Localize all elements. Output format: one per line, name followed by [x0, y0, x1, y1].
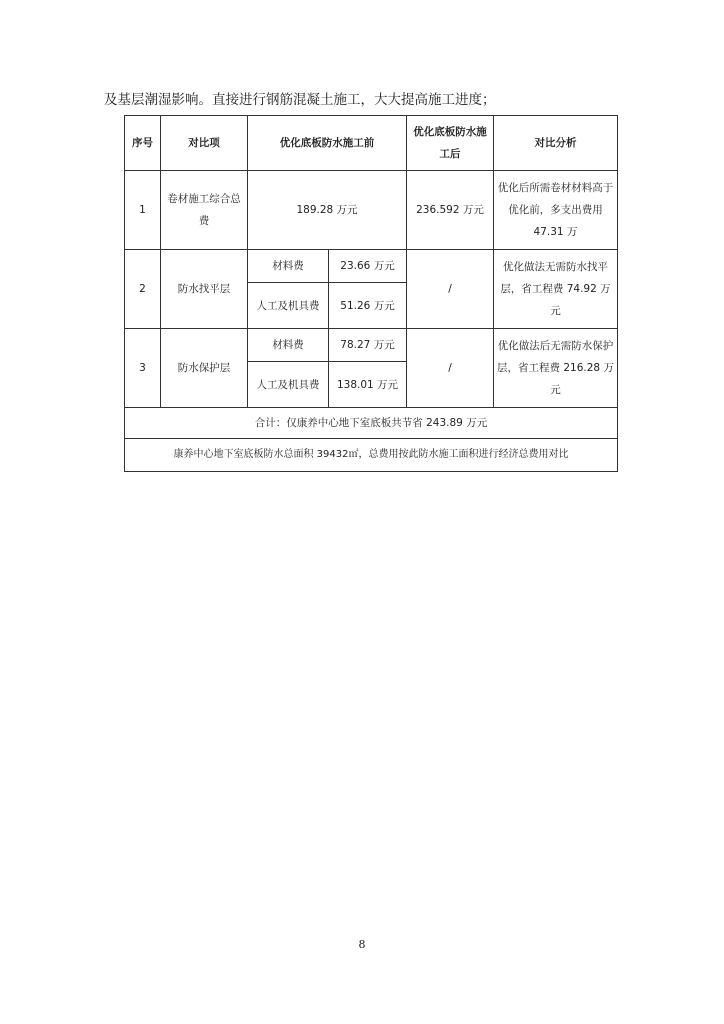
- note-text: 康养中心地下室底板防水总面积 39432㎡，总费用按此防水施工面积进行经济总费用对比: [125, 439, 618, 472]
- row-no: 1: [125, 171, 161, 250]
- row-analysis: 优化做法无需防水找平层，省工程费 74.92 万元: [494, 250, 618, 329]
- table-note-row: [125, 439, 618, 472]
- sub-label: 人工及机具费: [248, 362, 329, 408]
- intro-paragraph: 及基层潮湿影响。直接进行钢筋混凝土施工，大大提高施工进度；: [104, 92, 496, 108]
- table-header-row: [125, 116, 618, 171]
- sub-value: 138.01 万元: [329, 362, 407, 408]
- header-item: 对比项: [161, 116, 248, 171]
- cost-comparison-table: [124, 115, 618, 472]
- total-text: 合计：仅康养中心地下室底板共节省 243.89 万元: [125, 408, 618, 439]
- row-after: /: [407, 250, 494, 329]
- table-total-row: [125, 408, 618, 439]
- header-before: 优化底板防水施工前: [248, 116, 407, 171]
- page-number: 8: [358, 938, 366, 951]
- row-analysis: 优化做法后无需防水保护层，省工程费 216.28 万元: [494, 329, 618, 408]
- sub-label: 材料费: [248, 329, 329, 362]
- table-row: [125, 329, 618, 362]
- row-before: 189.28 万元: [248, 171, 407, 250]
- sub-label: 材料费: [248, 250, 329, 283]
- row-item: 防水保护层: [161, 329, 248, 408]
- header-no: 序号: [125, 116, 161, 171]
- table-row: [125, 250, 618, 283]
- row-item: 卷材施工综合总费: [161, 171, 248, 250]
- sub-value: 78.27 万元: [329, 329, 407, 362]
- sub-label: 人工及机具费: [248, 283, 329, 329]
- header-after: 优化底板防水施工后: [407, 116, 494, 171]
- row-item: 防水找平层: [161, 250, 248, 329]
- row-analysis: 优化后所需卷材材料高于优化前，多支出费用47.31 万: [494, 171, 618, 250]
- header-analysis: 对比分析: [494, 116, 618, 171]
- row-after: /: [407, 329, 494, 408]
- table-row: [125, 171, 618, 250]
- row-no: 2: [125, 250, 161, 329]
- row-no: 3: [125, 329, 161, 408]
- sub-value: 51.26 万元: [329, 283, 407, 329]
- row-after: 236.592 万元: [407, 171, 494, 250]
- sub-value: 23.66 万元: [329, 250, 407, 283]
